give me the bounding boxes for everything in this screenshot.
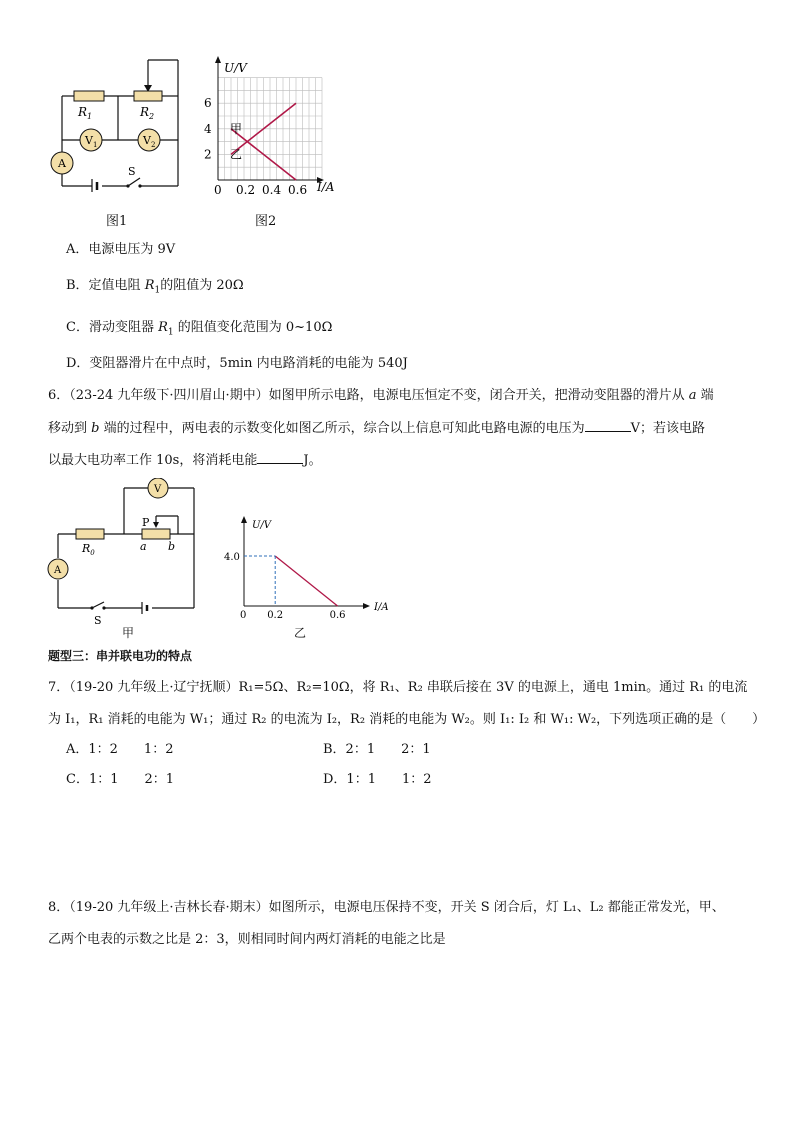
q7-option-b: B．2：1 2：1 [323, 742, 431, 757]
q7-option-c: C．1：1 2：1 [66, 772, 175, 787]
figure-yi-caption: 乙 [294, 626, 307, 640]
svg-text:R1: $R_1$ [78, 105, 93, 121]
yi-ylabel: U/V [252, 520, 272, 531]
q5-option-b: B．定值电阻 $R_1$的阻值为 20Ω [66, 278, 244, 296]
fig2-x-tick: 0.4 [262, 183, 282, 196]
yi-series-line [275, 556, 337, 606]
q6-line-3: 以最大电功率工作 10s，将消耗电能 J。 [48, 450, 748, 471]
answer-blank-energy[interactable] [257, 450, 303, 464]
resistor-r2 [134, 91, 162, 101]
svg-text:R0: $R_0$ [82, 542, 95, 557]
svg-text:A: A [54, 565, 62, 576]
svg-text:V: V [154, 484, 162, 495]
figure-jia-caption: 甲 [122, 626, 135, 640]
fig2-y-tick: 4 [204, 121, 212, 136]
fig2-series-label: 乙 [230, 147, 243, 162]
answer-blank-voltage[interactable] [585, 418, 631, 432]
figure-2-caption: 图2 [255, 214, 277, 229]
svg-text:S: S [94, 614, 102, 627]
yi-x-tick: 0.6 [329, 610, 346, 621]
fig2-ylabel: U/V [224, 61, 247, 75]
yi-x-tick: 0 [240, 610, 247, 621]
fig2-x-tick: 0.2 [236, 183, 256, 196]
svg-text:b: b [168, 540, 176, 553]
fig2-x-tick: 0 [214, 183, 222, 196]
q6-line-2: 移动到 b 端的过程中，两电表的示数变化如图乙所示，综合以上信息可知此电路电源的电压为 V；若该电路 [48, 418, 748, 439]
fig2-y-tick: 6 [204, 96, 212, 111]
fig2-y-tick: 2 [204, 147, 212, 162]
figure-1-caption: 图1 [106, 214, 128, 229]
q7-line-1: 7．（19-20 九年级上·辽宁抚顺）R₁=5Ω、R₂=10Ω，将 R₁、R₂ 串联后接在 3V 的电源上，通电 1min。通过 R₁ 的电流 [48, 680, 748, 695]
q8-line-1: 8．（19-20 九年级上·吉林长春·期末）如图所示，电源电压保持不变，开关 S 闭合后，灯 L₁、L₂ 都能正常发光，甲、 [48, 900, 725, 915]
resistor-r1 [74, 91, 104, 101]
q7-line-2: 为 I₁，R₁ 消耗的电能为 W₁；通过 R₂ 的电流为 I₂，R₂ 消耗的电能为 W₂。则 I₁: I₂ 和 W₁: W₂，下列选项正确的是（ ） [48, 712, 766, 727]
svg-text:a: a [140, 540, 147, 553]
q5-option-d: D．变阻器滑片在中点时，5min 内电路消耗的电能为 540J [66, 356, 408, 371]
yi-y-tick: 4.0 [224, 552, 240, 563]
svg-text:A: A [58, 157, 66, 170]
figure-1-circuit [48, 52, 188, 192]
fig2-series-label: 甲 [230, 121, 243, 136]
figure-yi-chart [222, 512, 398, 622]
q7-option-d: D．1：1 1：2 [323, 772, 432, 787]
svg-text:P: P [142, 516, 150, 529]
section-3-heading: 题型三：串并联电功的特点 [48, 649, 193, 663]
yi-x-tick: 0.2 [267, 610, 284, 621]
fig2-xlabel: I/A [317, 180, 335, 194]
q7-option-a: A．1：2 1：2 [66, 742, 174, 757]
q6-line-1: 6．（23-24 九年级下·四川眉山·期中）如图甲所示电路，电源电压恒定不变，闭合开关，把滑动变阻器的滑片从 a 端 [48, 388, 714, 403]
q5-option-a: A．电源电压为 9V [66, 242, 176, 257]
svg-text:S: S [128, 165, 136, 178]
svg-text:V1: $V_1$ [85, 134, 98, 149]
yi-xlabel: I/A [374, 602, 389, 613]
svg-text:R2: $R_2$ [140, 105, 155, 121]
q8-line-2: 乙两个电表的示数之比是 2：3，则相同时间内两灯消耗的电能之比是 [48, 932, 446, 947]
q5-option-c: C．滑动变阻器 $R_1$ 的阻值变化范围为 0~10Ω [66, 320, 333, 338]
figure-2-chart [200, 54, 350, 196]
svg-text:V2: $V_2$ [143, 134, 156, 149]
figure-jia-circuit [44, 478, 204, 628]
fig2-x-tick: 0.6 [288, 183, 308, 196]
